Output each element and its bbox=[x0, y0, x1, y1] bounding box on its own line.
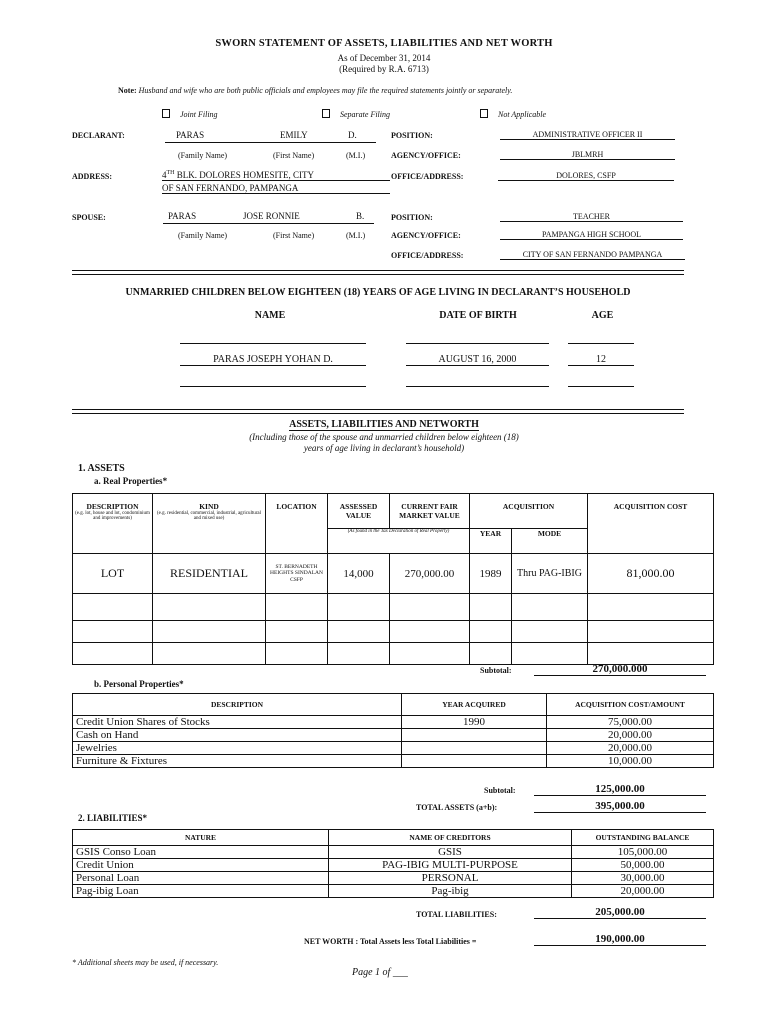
declarant-position: ADMINISTRATIVE OFFICER II bbox=[500, 130, 675, 140]
total-liabilities-label: TOTAL LIABILITIES: bbox=[416, 910, 497, 919]
divider bbox=[72, 274, 684, 275]
declarant-family-name: PARAS bbox=[176, 130, 205, 140]
separate-filing-option[interactable]: Separate Filing bbox=[322, 109, 390, 119]
alnw-subtitle-2: years of age living in declarant’s household) bbox=[303, 443, 465, 453]
footer-note: * Additional sheets may be used, if necessary. bbox=[72, 958, 219, 967]
real-fmv: 270,000.00 bbox=[390, 554, 470, 594]
required-by: (Required by R.A. 6713) bbox=[339, 64, 429, 74]
blank-line bbox=[568, 333, 634, 344]
col-personal-cost: ACQUISITION COST/AMOUNT bbox=[547, 694, 714, 716]
liabilities-table bbox=[72, 829, 714, 898]
document-title: SWORN STATEMENT OF ASSETS, LIABILITIES AND NET WORTH bbox=[215, 38, 553, 49]
alnw-subtitle-1: (Including those of the spouse and unmarried children below eighteen (18) bbox=[249, 432, 519, 442]
caption-first: (First Name) bbox=[273, 151, 315, 160]
networth-label: NET WORTH : Total Assets less Total Liabilities = bbox=[304, 937, 477, 946]
caption-family: (Family Name) bbox=[178, 151, 228, 160]
blank-line bbox=[180, 376, 366, 387]
children-col-dob: DATE OF BIRTH bbox=[439, 310, 517, 321]
blank-line bbox=[180, 333, 366, 344]
declarant-mi: D. bbox=[348, 130, 357, 140]
col-fmv: CURRENT FAIR MARKET VALUE bbox=[390, 494, 470, 529]
table-row: GSIS Conso Loan GSIS 105,000.00 bbox=[73, 846, 714, 859]
col-assessed: ASSESSED VALUE bbox=[328, 494, 390, 529]
divider bbox=[72, 413, 684, 414]
spouse-first-name: JOSE RONNIE bbox=[243, 211, 300, 221]
checkbox-icon[interactable] bbox=[322, 109, 330, 118]
spouse-caption-family: (Family Name) bbox=[178, 231, 228, 240]
alnw-heading: ASSETS, LIABILITIES AND NETWORTH bbox=[289, 419, 479, 430]
personal-properties-table bbox=[72, 693, 714, 768]
real-cost: 81,000.00 bbox=[588, 554, 714, 594]
col-mode: MODE bbox=[512, 529, 588, 554]
liabilities-heading: 2. LIABILITIES* bbox=[78, 813, 148, 823]
fmv-note: (As found in the Tax Declaration of Real Property) bbox=[328, 529, 470, 554]
child-dob: AUGUST 16, 2000 bbox=[406, 354, 549, 366]
total-assets-label: TOTAL ASSETS (a+b): bbox=[416, 803, 498, 812]
table-row bbox=[73, 621, 714, 643]
spouse-agency-label: AGENCY/OFFICE: bbox=[391, 231, 461, 240]
children-heading: UNMARRIED CHILDREN BELOW EIGHTEEN (18) YEARS OF AGE LIVING IN DECLARANT’S HOUSEHOLD bbox=[125, 287, 631, 298]
real-assessed: 14,000 bbox=[328, 554, 390, 594]
spouse-family-name: PARAS bbox=[168, 211, 197, 221]
col-description: DESCRIPTION (e.g. lot, house and lot, condominium and improvements) bbox=[73, 494, 153, 554]
spouse-mi: B. bbox=[356, 211, 365, 221]
real-description: LOT bbox=[73, 554, 153, 594]
col-balance: OUTSTANDING BALANCE bbox=[572, 830, 714, 846]
col-personal-year: YEAR ACQUIRED bbox=[402, 694, 547, 716]
real-properties-table bbox=[72, 493, 714, 665]
spouse-label: SPOUSE: bbox=[72, 213, 106, 222]
spouse-agency: PAMPANGA HIGH SCHOOL bbox=[500, 230, 683, 240]
child-age: 12 bbox=[568, 354, 634, 366]
table-row: Pag-ibig Loan Pag-ibig 20,000.00 bbox=[73, 885, 714, 898]
real-properties-heading: a. Real Properties* bbox=[94, 476, 168, 486]
table-row: Personal Loan PERSONAL 30,000.00 bbox=[73, 872, 714, 885]
networth-value: 190,000.00 bbox=[534, 933, 706, 946]
personal-properties-heading: b. Personal Properties* bbox=[94, 679, 184, 689]
table-row: Credit Union PAG-IBIG MULTI-PURPOSE 50,000.00 bbox=[73, 859, 714, 872]
col-cost: ACQUISITION COST bbox=[588, 494, 714, 554]
real-mode: Thru PAG-IBIG bbox=[512, 554, 588, 594]
real-subtotal-label: Subtotal: bbox=[480, 666, 512, 675]
col-location: LOCATION bbox=[266, 494, 328, 554]
assets-heading: 1. ASSETS bbox=[78, 463, 125, 474]
declarant-agency-label: AGENCY/OFFICE: bbox=[391, 151, 461, 160]
address-label: ADDRESS: bbox=[72, 172, 113, 181]
page-number: Page 1 of ___ bbox=[352, 967, 408, 978]
office-address-label: OFFICE/ADDRESS: bbox=[391, 172, 464, 181]
col-acquisition: ACQUISITION bbox=[470, 494, 588, 529]
table-row: Furniture & Fixtures 10,000.00 bbox=[73, 755, 714, 768]
children-col-name: NAME bbox=[254, 310, 286, 321]
blank-line bbox=[568, 376, 634, 387]
spouse-caption-first: (First Name) bbox=[273, 231, 315, 240]
spouse-caption-mi: (M.I.) bbox=[346, 231, 366, 240]
table-row bbox=[73, 554, 714, 594]
divider bbox=[72, 409, 684, 410]
declarant-first-name: EMILY bbox=[280, 130, 308, 140]
note-text: Husband and wife who are both public officials and employees may file the required statements jointly or separately. bbox=[138, 86, 513, 95]
checkbox-icon[interactable] bbox=[480, 109, 488, 118]
real-year: 1989 bbox=[470, 554, 512, 594]
personal-subtotal-label: Subtotal: bbox=[484, 786, 516, 795]
table-row: Jewelries 20,000.00 bbox=[73, 742, 714, 755]
blank-line bbox=[406, 333, 549, 344]
joint-filing-option[interactable]: Joint Filing bbox=[162, 109, 218, 119]
divider bbox=[72, 270, 684, 271]
declarant-agency: JBLMRH bbox=[500, 150, 675, 160]
table-row: Credit Union Shares of Stocks 1990 75,000.00 bbox=[73, 716, 714, 729]
spouse-office-address: CITY OF SAN FERNANDO PAMPANGA bbox=[500, 250, 685, 260]
col-personal-description: DESCRIPTION bbox=[73, 694, 402, 716]
real-kind: RESIDENTIAL bbox=[153, 554, 266, 594]
address-line-1: 4TH BLK. DOLORES HOMESITE, CITY bbox=[162, 170, 390, 181]
blank-line bbox=[406, 376, 549, 387]
personal-subtotal: 125,000.00 bbox=[534, 783, 706, 796]
table-row bbox=[73, 594, 714, 621]
note-label: Note: bbox=[118, 86, 137, 95]
address-line-2: OF SAN FERNANDO, PAMPANGA bbox=[162, 183, 390, 194]
child-name: PARAS JOSEPH YOHAN D. bbox=[180, 354, 366, 366]
caption-mi: (M.I.) bbox=[346, 151, 366, 160]
table-row: Cash on Hand 20,000.00 bbox=[73, 729, 714, 742]
note-line bbox=[118, 86, 512, 95]
declarant-position-label: POSITION: bbox=[391, 131, 433, 140]
checkbox-icon[interactable] bbox=[162, 109, 170, 118]
table-row bbox=[73, 643, 714, 665]
col-kind: KIND (e.g. residential, commercial, industrial, agricultural and mixed use) bbox=[153, 494, 266, 554]
declarant-label: DECLARANT: bbox=[72, 131, 125, 140]
col-creditors: NAME OF CREDITORS bbox=[329, 830, 572, 846]
real-subtotal: 270,000.000 bbox=[534, 663, 706, 676]
real-location: ST. BERNADETH HEIGHTS SINDALAN CSFP bbox=[266, 554, 328, 594]
col-nature: NATURE bbox=[73, 830, 329, 846]
not-applicable-option[interactable]: Not Applicable bbox=[480, 109, 546, 119]
as-of-date: As of December 31, 2014 bbox=[337, 53, 431, 63]
spouse-position-label: POSITION: bbox=[391, 213, 433, 222]
total-assets: 395,000.00 bbox=[534, 800, 706, 813]
col-year: YEAR bbox=[470, 529, 512, 554]
spouse-position: TEACHER bbox=[500, 212, 683, 222]
declarant-office-address: DOLORES, CSFP bbox=[498, 171, 674, 181]
children-col-age: AGE bbox=[591, 310, 614, 321]
total-liabilities: 205,000.00 bbox=[534, 906, 706, 919]
spouse-office-address-label: OFFICE/ADDRESS: bbox=[391, 251, 464, 260]
